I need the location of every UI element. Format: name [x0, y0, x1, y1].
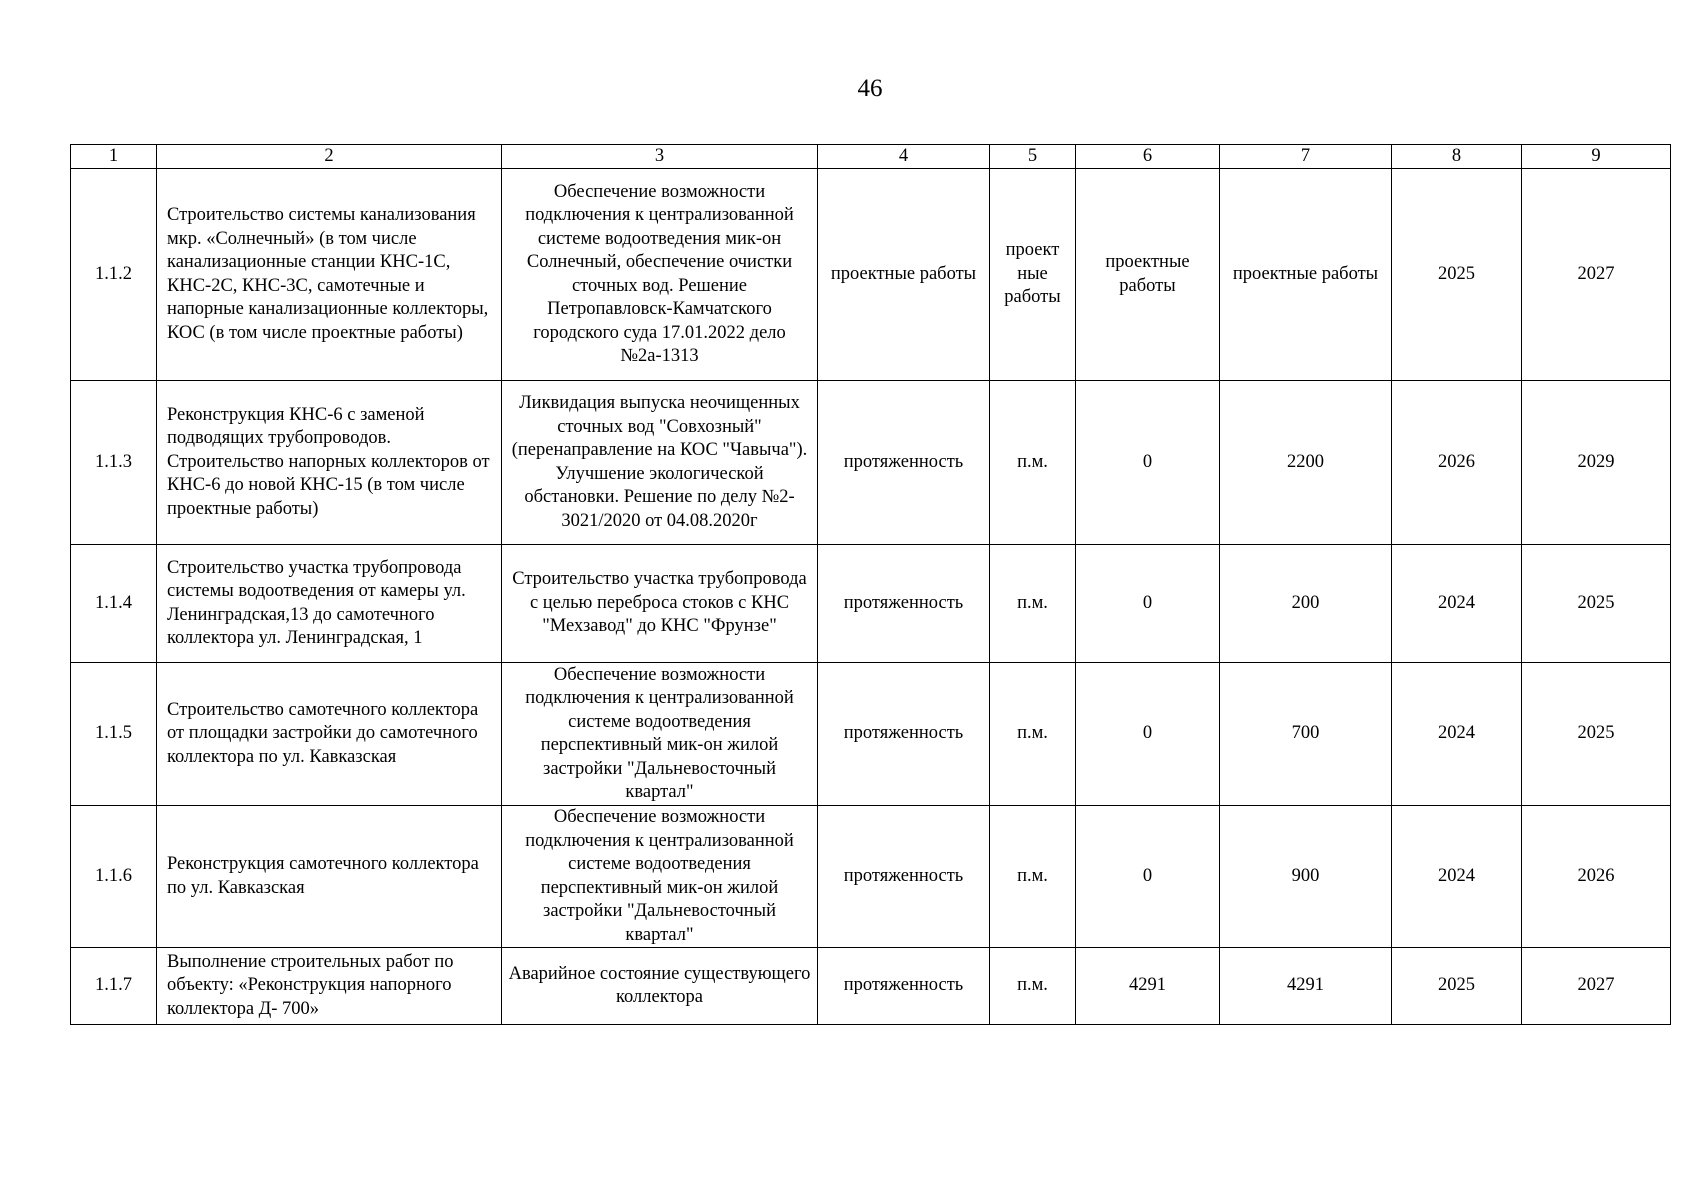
activity-name: Строительство участка трубопровода системы водоотведения от камеры ул. Ленинградская,13 до самотечного коллектора ул. Ленинградская, 1 [157, 545, 502, 663]
table-row [71, 948, 1671, 1025]
unit-cell: п.м. [990, 806, 1076, 948]
unit-cell: п.м. [990, 948, 1076, 1025]
table-row [71, 806, 1671, 948]
start-year: 2026 [1392, 381, 1522, 545]
activity-name: Строительство системы канализования мкр. «Солнечный» (в том числе канализационные станции КНС-1С, КНС-2С, КНС-3С, самотечные и напорные канализационные коллекторы, КОС (в том числе проектные работы) [157, 169, 502, 381]
activity-name: Реконструкция КНС-6 с заменой подводящих трубопроводов. Строительство напорных коллекторов от КНС-6 до новой КНС-15 (в том числе проектные работы) [157, 381, 502, 545]
planned-value: 700 [1220, 663, 1392, 806]
row-number: 1.1.5 [71, 663, 157, 806]
start-year: 2024 [1392, 806, 1522, 948]
row-number: 1.1.2 [71, 169, 157, 381]
header-cell: 3 [502, 145, 818, 169]
table-header-row [71, 145, 1671, 169]
planned-value: 4291 [1220, 948, 1392, 1025]
current-value: 0 [1076, 806, 1220, 948]
header-cell: 6 [1076, 145, 1220, 169]
row-number: 1.1.4 [71, 545, 157, 663]
end-year: 2029 [1522, 381, 1671, 545]
activity-purpose: Строительство участка трубопровода с целью переброса стоков с КНС "Мехзавод" до КНС "Фрунзе" [502, 545, 818, 663]
start-year: 2025 [1392, 169, 1522, 381]
unit-cell: п.м. [990, 663, 1076, 806]
start-year: 2025 [1392, 948, 1522, 1025]
activity-purpose: Аварийное состояние существующего коллектора [502, 948, 818, 1025]
current-value: проектные работы [1076, 169, 1220, 381]
current-value: 0 [1076, 381, 1220, 545]
projects-table [70, 144, 1671, 1025]
planned-value: 200 [1220, 545, 1392, 663]
planned-value: 2200 [1220, 381, 1392, 545]
activity-purpose: Ликвидация выпуска неочищенных сточных вод "Совхозный" (перенаправление на КОС "Чавыча"). Улучшение экологической обстановки. Решение по делу №2-3021/2020 от 04.08.2020г [502, 381, 818, 545]
current-value: 0 [1076, 663, 1220, 806]
page-number: 46 [857, 75, 883, 102]
row-number: 1.1.6 [71, 806, 157, 948]
header-cell: 4 [818, 145, 990, 169]
table-row [71, 381, 1671, 545]
header-cell: 1 [71, 145, 157, 169]
activity-purpose: Обеспечение возможности подключения к централизованной системе водоотведения мик-он Солнечный, обеспечение очистки сточных вод. Решение Петропавловск-Камчатского городского суда 17.01.2022 дело №2а-1313 [502, 169, 818, 381]
end-year: 2025 [1522, 545, 1671, 663]
activity-purpose: Обеспечение возможности подключения к централизованной системе водоотведения перспективный мик-он жилой застройки "Дальневосточный квартал" [502, 806, 818, 948]
planned-value: проектные работы [1220, 169, 1392, 381]
activity-name: Строительство самотечного коллектора от площадки застройки до самотечного коллектора по ул. Кавказская [157, 663, 502, 806]
table-row [71, 169, 1671, 381]
header-cell: 2 [157, 145, 502, 169]
current-value: 4291 [1076, 948, 1220, 1025]
indicator-cell: протяженность [818, 545, 990, 663]
indicator-cell: протяженность [818, 948, 990, 1025]
unit-cell: проект ные работы [990, 169, 1076, 381]
table-row [71, 663, 1671, 806]
end-year: 2027 [1522, 169, 1671, 381]
unit-cell: п.м. [990, 381, 1076, 545]
header-cell: 5 [990, 145, 1076, 169]
indicator-cell: протяженность [818, 806, 990, 948]
end-year: 2025 [1522, 663, 1671, 806]
header-cell: 9 [1522, 145, 1671, 169]
indicator-cell: протяженность [818, 381, 990, 545]
start-year: 2024 [1392, 545, 1522, 663]
row-number: 1.1.3 [71, 381, 157, 545]
current-value: 0 [1076, 545, 1220, 663]
activity-name: Реконструкция самотечного коллектора по ул. Кавказская [157, 806, 502, 948]
indicator-cell: протяженность [818, 663, 990, 806]
start-year: 2024 [1392, 663, 1522, 806]
planned-value: 900 [1220, 806, 1392, 948]
row-number: 1.1.7 [71, 948, 157, 1025]
unit-cell: п.м. [990, 545, 1076, 663]
header-cell: 7 [1220, 145, 1392, 169]
end-year: 2027 [1522, 948, 1671, 1025]
table-row [71, 545, 1671, 663]
activity-purpose: Обеспечение возможности подключения к централизованной системе водоотведения перспективный мик-он жилой застройки "Дальневосточный квартал" [502, 663, 818, 806]
activity-name: Выполнение строительных работ по объекту: «Реконструкция напорного коллектора Д- 700» [157, 948, 502, 1025]
end-year: 2026 [1522, 806, 1671, 948]
header-cell: 8 [1392, 145, 1522, 169]
indicator-cell: проектные работы [818, 169, 990, 381]
